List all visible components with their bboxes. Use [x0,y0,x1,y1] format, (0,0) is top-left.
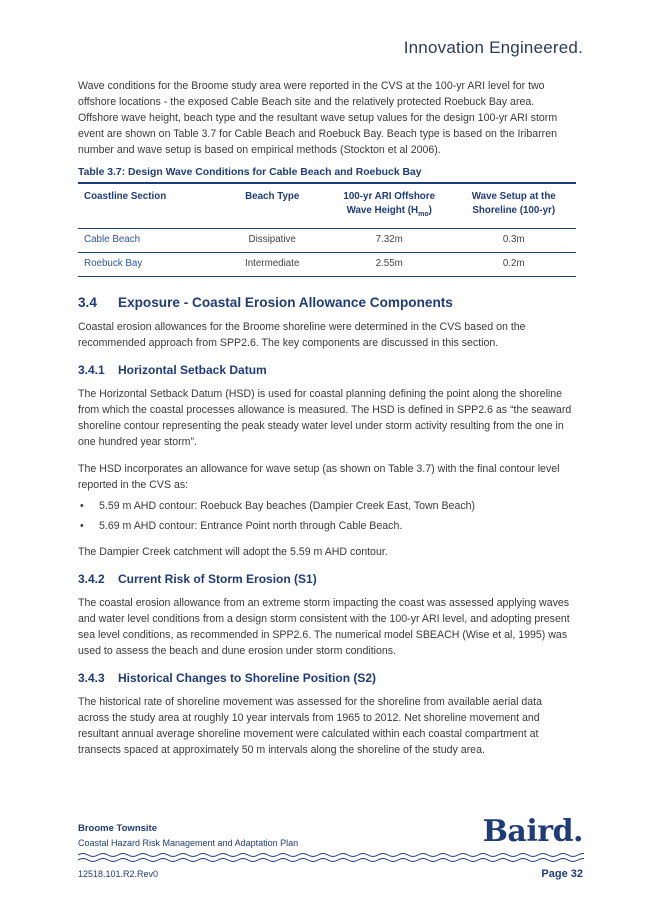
table-header-row [78,183,576,228]
header-wave-setup-line2: Shoreline (100-yr) [472,205,556,216]
header-wave-height [327,183,452,228]
section-3-4-paragraph: Coastal erosion allowances for the Broome shoreline were determined in the CVS based on the recommended approach from SPP2.6. The key components are discussed in this section. [78,320,526,349]
header-beach-type: Beach Type [245,191,300,202]
section-3-4-1-number: 3.4.1 [78,362,105,377]
section-3-4-2-paragraph: The coastal erosion allowance from an extreme storm impacting the coast was assessed applying waves and water level conditions from a design storm consistent with the 100-yr ARI level, and adopting present sea level conditions, as recommended in SPP2.6. The numerical model SBEACH (Wise et al, 1995) was used to assess the beach and dune erosion under storm conditions. [78,596,570,657]
page-content [78,78,576,758]
footer-project-title: Broome Townsite [78,823,157,834]
cell-wave-setup: 0.3m [502,233,525,245]
section-3-4-number: 3.4 [78,294,97,310]
bullet-icon: • [80,519,84,532]
section-3-4-2-heading [78,572,576,586]
cell-section: Roebuck Bay [84,257,143,269]
section-3-4-1-paragraph-1: The Horizontal Setback Datum (HSD) is used for coastal planning defining the point along the shoreline from which the coastal processes allowance is measured. The HSD is defined in SPP2.6 as “the seaward shoreline contour representing the peak steady water level under storm activity resulting from the one in one hundred year storm”. [78,387,572,448]
wave-conditions-table [78,182,576,277]
section-3-4-3-heading [78,671,576,685]
cell-beach-type: Dissipative [248,233,296,245]
section-3-4-3-title: Historical Changes to Shoreline Position (S2) [118,670,377,685]
header-coastline-section: Coastline Section [84,191,167,202]
section-3-4-3-paragraph: The historical rate of shoreline movement was assessed for the shoreline from available aerial data across the study area at roughly 10 year intervals from 1965 to 2012. Net shoreline movement and resultant annual average shoreline movement were calculated within each coastal compartment at transects spaced at approximately 50 m intervals along the shoreline of the study area. [78,695,543,756]
baird-logo: Baird. [482,814,583,849]
document-reference: 12518.101.R2.Rev0 [78,869,159,879]
cell-beach-type: Intermediate [244,257,300,269]
cell-section: Cable Beach [84,233,141,245]
list-item [78,518,576,534]
section-3-4-2-title: Current Risk of Storm Erosion (S1) [118,571,317,586]
cell-wave-setup: 0.2m [502,257,525,269]
section-3-4-1-paragraph-3: The Dampier Creek catchment will adopt the 5.59 m AHD contour. [78,545,388,558]
table-caption: Table 3.7: Design Wave Conditions for Cable Beach and Roebuck Bay [78,167,422,178]
cell-wave-height: 2.55m [375,257,403,269]
header-wave-height-line2: Wave Height (H [346,205,419,216]
wave-divider-icon [78,852,584,864]
section-3-4-title: Exposure - Coastal Erosion Allowance Components [118,294,453,310]
cell-wave-height: 7.32m [375,233,403,245]
bullet-icon: • [80,499,84,512]
list-item [78,498,576,514]
table-row [78,228,576,252]
list-item-text: 5.69 m AHD contour: Entrance Point north through Cable Beach. [99,519,403,532]
header-wave-height-line1: 100-yr ARI Offshore [343,191,436,202]
contour-list [78,498,576,534]
list-item-text: 5.59 m AHD contour: Roebuck Bay beaches (Dampier Creek East, Town Beach) [99,499,476,512]
intro-paragraph: Wave conditions for the Broome study area were reported in the CVS at the 100-yr ARI level for two offshore locations - the exposed Cable Beach site and the relatively protected Roebuck Bay area. Offshore wave height, beach type and the resultant wave setup values for the design 100-yr ARI storm event are shown on Table 3.7 for Cable Beach and Roebuck Bay. Beach type is based on the Iribarren number and wave setup is based on empirical methods (Stockton et al 2006). [78,80,558,156]
section-3-4-1-heading [78,363,576,377]
header-wave-setup-line1: Wave Setup at the [471,191,556,202]
header-wave-setup [451,183,576,228]
header-wave-height-close: ) [428,205,432,216]
header-wave-height-sub: mo [418,210,429,218]
section-3-4-1-title: Horizontal Setback Datum [118,362,267,377]
section-3-4-1-paragraph-2: The HSD incorporates an allowance for wave setup (as shown on Table 3.7) with the final contour level reported in the CVS as: [78,462,560,491]
section-3-4-2-number: 3.4.2 [78,571,105,586]
section-3-4-heading [78,295,576,310]
table-row [78,252,576,276]
footer-project-subtitle: Coastal Hazard Risk Management and Adaptation Plan [78,838,299,848]
brand-tagline: Innovation Engineered. [403,38,583,57]
section-3-4-3-number: 3.4.3 [78,670,105,685]
page-number: Page 32 [541,868,583,880]
